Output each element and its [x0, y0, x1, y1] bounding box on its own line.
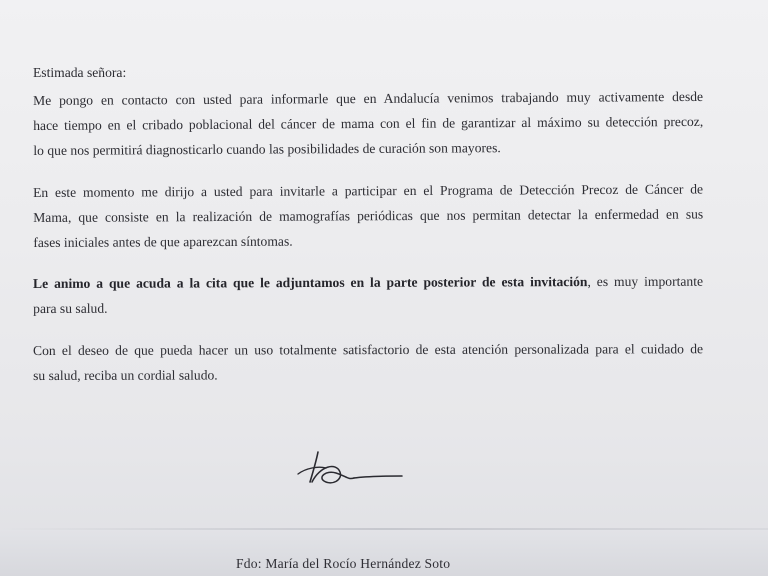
appointment-emphasis: Le animo a que acuda a la cita que le adjuntamos en la parte posterior de esta invitación	[33, 274, 588, 291]
paragraph-closing-line-1: Con el deseo de que pueda hacer un uso totalmente satisfactorio de esta atención personalizada para el cuidado de	[33, 341, 704, 358]
paragraph-closing-line-2: su salud, reciba un cordial saludo.	[33, 367, 218, 383]
paragraph-appointment-line-2: para su salud.	[33, 300, 108, 316]
paragraph-invitation	[33, 176, 703, 255]
paragraph-intro-line-3: lo que nos permitirá diagnosticarlo cuando las posibilidades de curación son mayores.	[33, 140, 501, 158]
paragraph-intro-line-1: Me pongo en contacto con usted para informarle que en Andalucía venimos trabajando muy activamente desde	[33, 88, 704, 108]
paragraph-intro-line-2: hace tiempo en el cribado poblacional del cáncer de mama con el fin de garantizar al máximo su detección precoz,	[33, 113, 704, 133]
paragraph-closing	[33, 336, 703, 388]
paragraph-invitation-line-1: En este momento me dirijo a usted para invitarle a participar en el Programa de Detección Precoz de Cáncer de	[33, 181, 704, 200]
handwritten-signature-icon	[296, 446, 406, 490]
paragraph-invitation-line-3: fases iniciales antes de que aparezcan síntomas.	[33, 233, 293, 250]
signatory-name: Fdo: María del Rocío Hernández Soto	[236, 556, 451, 571]
greeting: Estimada señora:	[33, 65, 127, 80]
appointment-rest: , es muy importante	[587, 273, 704, 290]
paragraph-intro	[33, 84, 703, 163]
paragraph-appointment-line-1	[33, 269, 703, 296]
paragraph-invitation-line-2: Mama, que consiste en la realización de mamografías periódicas que nos permitan detectar la enfermedad en sus	[33, 206, 704, 225]
paragraph-appointment	[33, 269, 703, 321]
